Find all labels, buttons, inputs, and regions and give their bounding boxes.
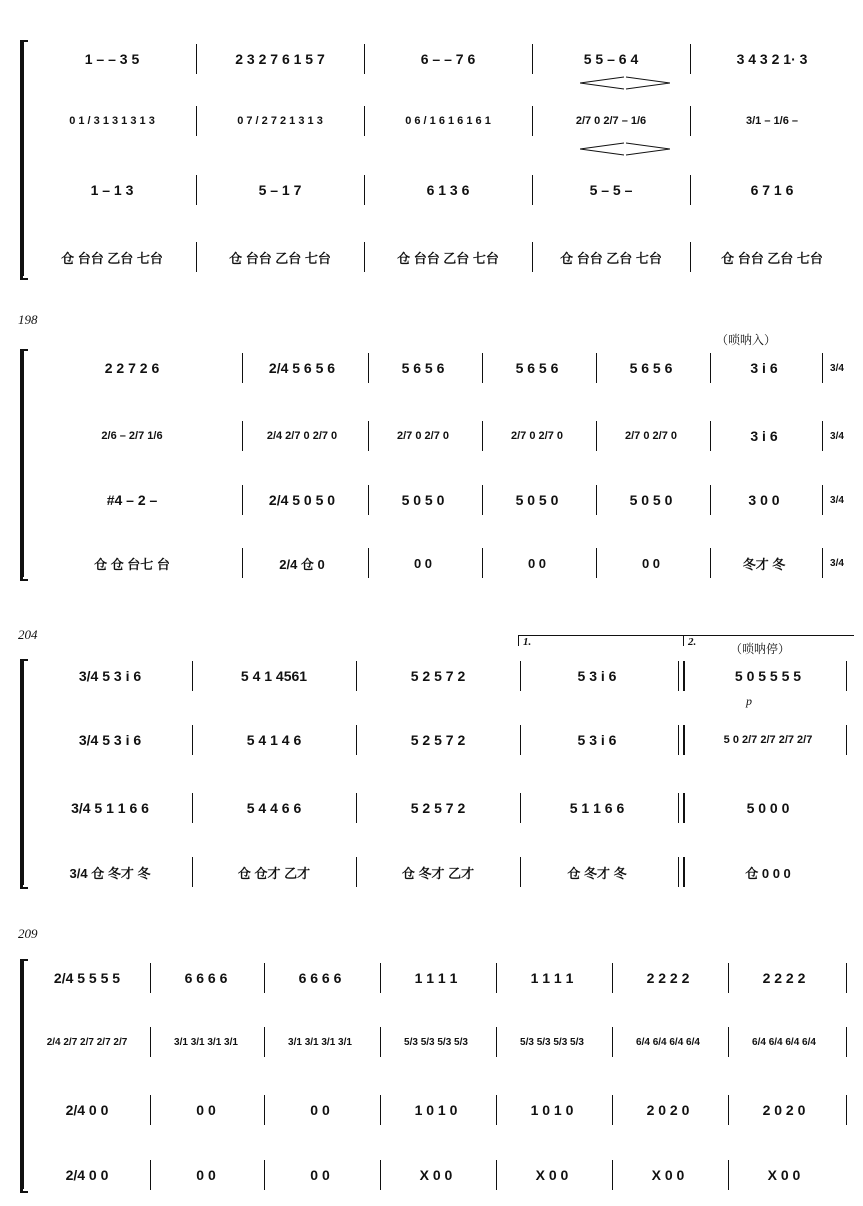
time-signature: 3/4: [830, 494, 844, 506]
measure: 0 6 / 1 6 1 6 1 6 1: [405, 115, 491, 127]
measure: 5 3 i 6: [577, 668, 617, 684]
measure: 仓 仓才 乙才: [237, 865, 311, 881]
barline: [380, 1027, 381, 1057]
barline: [192, 661, 193, 691]
barline: [496, 1027, 497, 1057]
measure: 0 0: [310, 1167, 330, 1183]
system-number: 198: [18, 312, 38, 327]
measure: 仓 冬才 乙才: [401, 865, 475, 881]
stave-2: [32, 421, 850, 451]
measure: 6/4 6/4 6/4 6/4: [636, 1036, 700, 1048]
measure: 2/4 0 0: [65, 1167, 109, 1183]
measure: 5 1 1 6 6: [569, 800, 625, 816]
stave-2: [32, 106, 850, 136]
barline: [482, 353, 483, 383]
barline: [728, 1095, 729, 1125]
barline: [356, 793, 357, 823]
measure: 2/4 仓 0: [279, 556, 325, 572]
measure: 仓 台台 乙台 七台: [721, 250, 823, 266]
barline: [264, 1160, 265, 1190]
barline: [846, 661, 847, 691]
barline: [520, 661, 521, 691]
measure: 2 0 2 0: [762, 1102, 806, 1118]
measure: 冬才 冬: [742, 556, 786, 572]
measure: 6 – – 7 6: [420, 51, 476, 67]
measure: 2 0 2 0: [646, 1102, 690, 1118]
repeat-barline: [678, 793, 685, 823]
measure: 仓 冬才 冬: [567, 865, 627, 881]
measure: 2/4 2/7 2/7 2/7 2/7: [46, 1036, 128, 1048]
crescendo-hairpin: [580, 142, 670, 156]
measure: 仓 台台 乙台 七台: [560, 250, 662, 266]
system-start-barline: [22, 40, 24, 276]
measure: 5 5 – 6 4: [583, 51, 639, 67]
measure: 2 2 2 2: [646, 970, 690, 986]
measure: 5 6 5 6: [629, 360, 673, 376]
barline: [846, 963, 847, 993]
measure: 2/7 0 2/7 – 1/6: [575, 115, 647, 127]
barline: [242, 421, 243, 451]
barline: [364, 175, 365, 205]
system-number: 204: [18, 627, 38, 642]
measure: 0 0: [196, 1102, 216, 1118]
barline: [364, 242, 365, 272]
measure: 5 0 0 0: [746, 800, 790, 816]
barline: [242, 353, 243, 383]
barline: [150, 1027, 151, 1057]
stave-1: [32, 353, 850, 383]
measure: X 0 0: [767, 1167, 801, 1183]
barline: [496, 1160, 497, 1190]
barline: [690, 242, 691, 272]
measure: 仓 台台 乙台 七台: [397, 250, 499, 266]
barline: [192, 857, 193, 887]
barline: [822, 548, 823, 578]
barline: [196, 175, 197, 205]
measure: 2/4 0 0: [65, 1102, 109, 1118]
barline: [482, 421, 483, 451]
stave-1: [32, 44, 850, 74]
measure: 6 6 6 6: [298, 970, 342, 986]
measure: 3/1 3/1 3/1 3/1: [288, 1036, 352, 1048]
barline: [532, 106, 533, 136]
barline: [710, 548, 711, 578]
barline: [596, 548, 597, 578]
stave-3: [32, 485, 850, 515]
measure: 3 4 3 2 1· 3: [736, 51, 808, 67]
measure: 0 7 / 2 7 2 1 3 1 3: [237, 115, 323, 127]
system-1: [10, 30, 852, 280]
repeat-barline: [678, 661, 685, 691]
barline: [356, 857, 357, 887]
measure: 2 2 2 2: [762, 970, 806, 986]
measure: 3 0 0: [748, 492, 780, 508]
barline: [520, 793, 521, 823]
barline: [710, 353, 711, 383]
barline: [356, 725, 357, 755]
barline: [150, 963, 151, 993]
barline: [532, 175, 533, 205]
barline: [368, 353, 369, 383]
barline: [192, 793, 193, 823]
measure: 2/7 0 2/7 0: [397, 430, 449, 442]
barline: [728, 1160, 729, 1190]
stave-4: [32, 242, 850, 272]
measure: 0 0: [641, 555, 661, 571]
measure: 2/4 5 6 5 6: [268, 360, 336, 376]
time-signature: 3/4: [830, 362, 844, 374]
barline: [264, 963, 265, 993]
measure: 1 – 1 3: [90, 182, 134, 198]
measure: X 0 0: [419, 1167, 453, 1183]
measure: 2/7 0 2/7 0: [625, 430, 677, 442]
barline: [196, 242, 197, 272]
barline: [596, 421, 597, 451]
measure: 5 – 1 7: [258, 182, 302, 198]
measure: 5 3 i 6: [577, 732, 617, 748]
volta-2-bracket: 2.: [683, 635, 854, 646]
measure: 1 1 1 1: [414, 970, 458, 986]
system-start-barline: [22, 659, 24, 885]
barline: [196, 106, 197, 136]
measure: 2/4 5 0 5 0: [268, 492, 336, 508]
measure: 3 i 6: [750, 428, 778, 444]
barline: [728, 1027, 729, 1057]
barline: [846, 1095, 847, 1125]
measure: 1 0 1 0: [414, 1102, 458, 1118]
barline: [690, 44, 691, 74]
stave-2: [32, 725, 850, 755]
barline: [364, 106, 365, 136]
measure: 2/4 5 5 5 5: [53, 970, 121, 986]
barline: [612, 1027, 613, 1057]
measure: 3/4 5 3 i 6: [78, 732, 142, 748]
measure: 5 0 5 0: [629, 492, 673, 508]
barline: [822, 353, 823, 383]
barline: [728, 963, 729, 993]
performance-annotation: （唢呐入）: [716, 333, 777, 347]
measure: 1 – – 3 5: [84, 51, 140, 67]
measure: 2 2 7 2 6: [104, 360, 160, 376]
measure: 5 4 1 4 6: [246, 732, 302, 748]
measure: X 0 0: [535, 1167, 569, 1183]
barline: [482, 548, 483, 578]
barline: [368, 485, 369, 515]
performance-annotation: （唢呐停）: [730, 642, 791, 656]
stave-3: [32, 175, 850, 205]
barline: [846, 1027, 847, 1057]
measure: 5 4 1 4561: [240, 668, 308, 684]
measure: 2/4 2/7 0 2/7 0: [266, 430, 338, 442]
measure: 仓 0 0 0: [745, 865, 791, 881]
barline: [596, 353, 597, 383]
measure: 0 0: [527, 555, 547, 571]
measure: 6 1 3 6: [426, 182, 470, 198]
measure: 5/3 5/3 5/3 5/3: [520, 1036, 584, 1048]
system-4: [10, 955, 852, 1195]
repeat-barline: [678, 725, 685, 755]
measure: 2/6 – 2/7 1/6: [101, 430, 163, 442]
system-start-barline: [22, 959, 24, 1189]
barline: [846, 725, 847, 755]
system-2: [10, 345, 852, 585]
stave-3: [32, 793, 850, 823]
barline: [496, 1095, 497, 1125]
barline: [710, 485, 711, 515]
barline: [532, 44, 533, 74]
barline: [264, 1027, 265, 1057]
barline: [368, 548, 369, 578]
measure: 5 6 5 6: [401, 360, 445, 376]
barline: [822, 421, 823, 451]
barline: [192, 725, 193, 755]
measure: 1 0 1 0: [530, 1102, 574, 1118]
time-signature: 3/4: [830, 557, 844, 569]
barline: [690, 106, 691, 136]
measure: 1 1 1 1: [530, 970, 574, 986]
measure: 5 0 5 0: [515, 492, 559, 508]
measure: 3/4 仓 冬才 冬: [69, 865, 151, 881]
barline: [368, 421, 369, 451]
measure: 3/1 3/1 3/1 3/1: [174, 1036, 238, 1048]
measure: 仓 仓 台七 台: [94, 556, 170, 572]
barline: [196, 44, 197, 74]
measure: 5 0 2/7 2/7 2/7 2/7: [723, 734, 813, 746]
barline: [710, 421, 711, 451]
barline: [364, 44, 365, 74]
system-start-barline: [22, 349, 24, 577]
barline: [822, 485, 823, 515]
measure: 5 2 5 7 2: [410, 668, 466, 684]
measure: 5 2 5 7 2: [410, 732, 466, 748]
system-3: [10, 655, 852, 890]
barline: [612, 963, 613, 993]
barline: [380, 963, 381, 993]
barline: [520, 725, 521, 755]
stave-4: [32, 857, 850, 887]
barline: [242, 485, 243, 515]
time-signature: 3/4: [830, 430, 844, 442]
measure: 5 4 4 6 6: [246, 800, 302, 816]
measure: 6 6 6 6: [184, 970, 228, 986]
measure: 6 7 1 6: [750, 182, 794, 198]
stave-4: [32, 548, 850, 578]
repeat-barline: [678, 857, 685, 887]
barline: [242, 548, 243, 578]
measure: 仓 台台 乙台 七台: [229, 250, 331, 266]
measure: 5/3 5/3 5/3 5/3: [404, 1036, 468, 1048]
barline: [496, 963, 497, 993]
measure: 5 – 5 –: [589, 182, 633, 198]
measure: 5 6 5 6: [515, 360, 559, 376]
barline: [532, 242, 533, 272]
measure: 5 2 5 7 2: [410, 800, 466, 816]
measure: 2 3 2 7 6 1 5 7: [235, 51, 325, 67]
measure: 0 0: [413, 555, 433, 571]
crescendo-hairpin: [580, 76, 670, 90]
measure: X 0 0: [651, 1167, 685, 1183]
measure: 6/4 6/4 6/4 6/4: [752, 1036, 816, 1048]
barline: [596, 485, 597, 515]
measure: 0 1 / 3 1 3 1 3 1 3: [69, 115, 155, 127]
stave-1: [32, 661, 850, 691]
barline: [380, 1095, 381, 1125]
volta-1-bracket: 1.: [518, 635, 683, 646]
barline: [380, 1160, 381, 1190]
barline: [690, 175, 691, 205]
measure: 0 0: [310, 1102, 330, 1118]
measure: 0 0: [196, 1167, 216, 1183]
measure: 3/1 – 1/6 –: [746, 115, 798, 127]
measure: 5 0 5 0: [401, 492, 445, 508]
dynamic-marking: p: [746, 694, 752, 708]
barline: [520, 857, 521, 887]
barline: [356, 661, 357, 691]
measure: #4 – 2 –: [106, 492, 158, 508]
barline: [612, 1160, 613, 1190]
barline: [264, 1095, 265, 1125]
measure: 3 i 6: [750, 360, 778, 376]
measure: 5 0 5 5 5 5: [734, 668, 802, 684]
barline: [482, 485, 483, 515]
measure: 3/4 5 3 i 6: [78, 668, 142, 684]
measure: 仓 台台 乙台 七台: [61, 250, 163, 266]
measure: 2/7 0 2/7 0: [511, 430, 563, 442]
barline: [612, 1095, 613, 1125]
measure: 3/4 5 1 1 6 6: [71, 800, 149, 816]
system-number: 209: [18, 926, 38, 941]
barline: [150, 1160, 151, 1190]
barline: [150, 1095, 151, 1125]
